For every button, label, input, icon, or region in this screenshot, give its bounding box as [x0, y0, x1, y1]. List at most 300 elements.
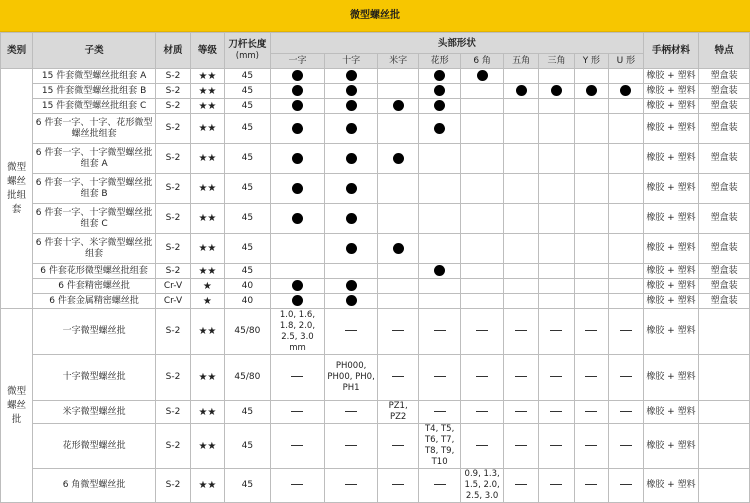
head-shape-cell	[418, 279, 461, 294]
table-row	[1, 114, 750, 144]
material-cell: S-2	[155, 309, 190, 355]
head-type-hex: 6 角	[461, 54, 504, 69]
category-cell: 微型螺丝批组套	[1, 69, 33, 309]
head-shape-cell	[271, 264, 325, 279]
handle-material-cell: 橡胶 + 塑料	[643, 234, 699, 264]
filled-dot-icon	[393, 243, 404, 254]
head-shape-cell	[574, 99, 608, 114]
handle-material-cell: 橡胶 + 塑料	[643, 355, 699, 401]
dash-icon	[434, 411, 446, 412]
head-shape-cell	[271, 174, 325, 204]
grade-stars: ★★	[191, 424, 224, 469]
head-shape-cell	[609, 84, 644, 99]
head-shape-cell	[461, 294, 504, 309]
header-shaft-length-label: 刀杆长度	[228, 39, 267, 50]
dash-icon	[585, 445, 597, 446]
head-shape-cell	[418, 204, 461, 234]
head-shape-cell	[539, 99, 574, 114]
header-category: 类别	[1, 33, 33, 69]
head-shape-cell	[503, 114, 538, 144]
product-name: 一字微型螺丝批	[33, 309, 155, 355]
head-shape-cell	[503, 174, 538, 204]
dash-icon	[620, 445, 632, 446]
head-shape-cell	[324, 355, 378, 401]
head-shape-cell	[378, 355, 418, 401]
filled-dot-icon	[477, 70, 488, 81]
page-title: 微型螺丝批	[0, 0, 750, 32]
filled-dot-icon	[292, 295, 303, 306]
head-shape-cell	[271, 144, 325, 174]
head-shape-cell	[539, 294, 574, 309]
head-shape-cell	[609, 294, 644, 309]
material-cell: S-2	[155, 114, 190, 144]
feature-cell	[699, 309, 750, 355]
table-row	[1, 264, 750, 279]
head-shape-cell	[271, 114, 325, 144]
grade-stars: ★★	[191, 114, 224, 144]
filled-dot-icon	[586, 85, 597, 96]
head-shape-cell	[324, 144, 378, 174]
size-spec: T4, T5, T6, T7, T8, T9, T10	[424, 424, 455, 467]
product-name: 十字微型螺丝批	[33, 355, 155, 401]
head-shape-cell	[609, 234, 644, 264]
dash-icon	[515, 376, 527, 377]
head-shape-cell	[609, 99, 644, 114]
head-shape-cell	[503, 469, 538, 503]
head-shape-cell	[418, 469, 461, 503]
grade-stars: ★★	[191, 84, 224, 99]
head-shape-cell	[271, 234, 325, 264]
head-shape-cell	[503, 279, 538, 294]
feature-cell: 塑盒装	[699, 144, 750, 174]
head-shape-cell	[324, 424, 378, 469]
filled-dot-icon	[393, 100, 404, 111]
head-shape-cell	[418, 234, 461, 264]
head-shape-cell	[539, 204, 574, 234]
filled-dot-icon	[292, 183, 303, 194]
filled-dot-icon	[434, 123, 445, 134]
feature-cell: 塑盒装	[699, 294, 750, 309]
head-shape-cell	[503, 401, 538, 424]
feature-cell: 塑盒装	[699, 114, 750, 144]
head-shape-cell	[609, 114, 644, 144]
table-row	[1, 469, 750, 503]
head-shape-cell	[539, 309, 574, 355]
handle-material-cell: 橡胶 + 塑料	[643, 424, 699, 469]
head-shape-cell	[271, 309, 325, 355]
dash-icon	[550, 376, 562, 377]
product-name: 6 件套一字、十字微型螺丝批组套 C	[33, 204, 155, 234]
filled-dot-icon	[346, 213, 357, 224]
table-row	[1, 355, 750, 401]
head-shape-cell	[574, 114, 608, 144]
shaft-length-cell: 45	[224, 99, 271, 114]
grade-stars: ★★	[191, 174, 224, 204]
header-material: 材质	[155, 33, 190, 69]
filled-dot-icon	[516, 85, 527, 96]
head-shape-cell	[418, 114, 461, 144]
head-type-pozidriv: 米字	[378, 54, 418, 69]
product-name: 15 件套微型螺丝批组套 B	[33, 84, 155, 99]
head-shape-cell	[324, 114, 378, 144]
head-shape-cell	[461, 401, 504, 424]
category-cell: 微型螺丝批	[1, 309, 33, 503]
head-shape-cell	[324, 309, 378, 355]
grade-stars: ★★	[191, 234, 224, 264]
product-name: 6 件套一字、十字、花形微型螺丝批组套	[33, 114, 155, 144]
dash-icon	[345, 445, 357, 446]
material-cell: Cr-V	[155, 279, 190, 294]
shaft-length-cell: 45/80	[224, 309, 271, 355]
filled-dot-icon	[346, 85, 357, 96]
grade-stars: ★★	[191, 309, 224, 355]
head-shape-cell	[503, 309, 538, 355]
head-shape-cell	[378, 424, 418, 469]
material-cell: S-2	[155, 264, 190, 279]
head-shape-cell	[609, 469, 644, 503]
dash-icon	[476, 330, 488, 331]
size-spec: 0.9, 1.3, 1.5, 2.0, 2.5, 3.0	[464, 469, 500, 501]
head-shape-cell	[378, 469, 418, 503]
material-cell: S-2	[155, 174, 190, 204]
table-row	[1, 234, 750, 264]
head-shape-cell	[271, 401, 325, 424]
head-shape-cell	[539, 144, 574, 174]
dash-icon	[515, 330, 527, 331]
dash-icon	[392, 330, 404, 331]
head-type-y: Y 形	[574, 54, 608, 69]
head-shape-cell	[378, 144, 418, 174]
head-shape-cell	[418, 69, 461, 84]
head-shape-cell	[574, 424, 608, 469]
head-shape-cell	[378, 401, 418, 424]
handle-material-cell: 橡胶 + 塑料	[643, 294, 699, 309]
head-shape-cell	[609, 401, 644, 424]
dash-icon	[434, 330, 446, 331]
head-shape-cell	[574, 234, 608, 264]
material-cell: S-2	[155, 69, 190, 84]
grade-stars: ★★	[191, 264, 224, 279]
head-shape-cell	[378, 99, 418, 114]
table-row	[1, 174, 750, 204]
head-shape-cell	[271, 355, 325, 401]
head-shape-cell	[461, 84, 504, 99]
product-name: 6 件套金属精密螺丝批	[33, 294, 155, 309]
table-row	[1, 69, 750, 84]
header-shaft-length	[224, 33, 271, 69]
table-row	[1, 144, 750, 174]
grade-stars: ★	[191, 279, 224, 294]
shaft-length-cell: 45	[224, 114, 271, 144]
grade-stars: ★★	[191, 469, 224, 503]
head-shape-cell	[461, 204, 504, 234]
filled-dot-icon	[434, 85, 445, 96]
handle-material-cell: 橡胶 + 塑料	[643, 309, 699, 355]
product-name: 15 件套微型螺丝批组套 C	[33, 99, 155, 114]
shaft-length-cell: 40	[224, 294, 271, 309]
feature-cell: 塑盒装	[699, 279, 750, 294]
handle-material-cell: 橡胶 + 塑料	[643, 279, 699, 294]
head-shape-cell	[324, 99, 378, 114]
product-name: 6 角微型螺丝批	[33, 469, 155, 503]
filled-dot-icon	[346, 123, 357, 134]
head-shape-cell	[271, 294, 325, 309]
dash-icon	[476, 445, 488, 446]
head-shape-cell	[271, 69, 325, 84]
material-cell: S-2	[155, 424, 190, 469]
head-shape-cell	[609, 264, 644, 279]
head-shape-cell	[324, 401, 378, 424]
head-shape-cell	[574, 401, 608, 424]
material-cell: S-2	[155, 99, 190, 114]
handle-material-cell: 橡胶 + 塑料	[643, 84, 699, 99]
head-shape-cell	[324, 264, 378, 279]
dash-icon	[515, 411, 527, 412]
dash-icon	[392, 445, 404, 446]
shaft-length-cell: 45	[224, 401, 271, 424]
head-shape-cell	[574, 294, 608, 309]
head-shape-cell	[539, 69, 574, 84]
head-shape-cell	[503, 294, 538, 309]
head-shape-cell	[378, 294, 418, 309]
grade-stars: ★★	[191, 355, 224, 401]
head-shape-cell	[539, 401, 574, 424]
head-shape-cell	[503, 84, 538, 99]
shaft-length-cell: 45	[224, 234, 271, 264]
dash-icon	[291, 445, 303, 446]
grade-stars: ★	[191, 294, 224, 309]
head-shape-cell	[461, 279, 504, 294]
handle-material-cell: 橡胶 + 塑料	[643, 69, 699, 84]
head-shape-cell	[271, 469, 325, 503]
head-shape-cell	[609, 69, 644, 84]
shaft-length-cell: 45	[224, 264, 271, 279]
dash-icon	[345, 330, 357, 331]
head-shape-cell	[461, 309, 504, 355]
dash-icon	[476, 411, 488, 412]
head-shape-cell	[539, 264, 574, 279]
material-cell: S-2	[155, 144, 190, 174]
dash-icon	[392, 376, 404, 377]
material-cell: S-2	[155, 204, 190, 234]
head-shape-cell	[503, 234, 538, 264]
head-shape-cell	[324, 294, 378, 309]
table-row	[1, 279, 750, 294]
head-shape-cell	[503, 99, 538, 114]
shaft-length-cell: 45	[224, 144, 271, 174]
head-shape-cell	[461, 264, 504, 279]
header-head-shape: 头部形状	[271, 33, 643, 54]
filled-dot-icon	[292, 280, 303, 291]
head-shape-cell	[609, 309, 644, 355]
head-shape-cell	[574, 469, 608, 503]
filled-dot-icon	[292, 70, 303, 81]
head-shape-cell	[324, 174, 378, 204]
head-shape-cell	[378, 309, 418, 355]
filled-dot-icon	[346, 280, 357, 291]
shaft-length-cell: 45	[224, 469, 271, 503]
shaft-length-cell: 40	[224, 279, 271, 294]
head-shape-cell	[539, 469, 574, 503]
head-shape-cell	[271, 424, 325, 469]
filled-dot-icon	[346, 70, 357, 81]
grade-stars: ★★	[191, 69, 224, 84]
head-shape-cell	[418, 144, 461, 174]
filled-dot-icon	[292, 123, 303, 134]
dash-icon	[345, 411, 357, 412]
head-shape-cell	[461, 99, 504, 114]
head-shape-cell	[324, 204, 378, 234]
shaft-length-cell: 45	[224, 84, 271, 99]
dash-icon	[515, 445, 527, 446]
head-shape-cell	[418, 84, 461, 99]
feature-cell: 塑盒装	[699, 174, 750, 204]
header-shaft-unit: (mm)	[235, 51, 259, 61]
head-shape-cell	[418, 309, 461, 355]
table-row	[1, 401, 750, 424]
filled-dot-icon	[434, 70, 445, 81]
head-shape-cell	[539, 279, 574, 294]
material-cell: S-2	[155, 469, 190, 503]
filled-dot-icon	[620, 85, 631, 96]
head-shape-cell	[418, 99, 461, 114]
handle-material-cell: 橡胶 + 塑料	[643, 204, 699, 234]
handle-material-cell: 橡胶 + 塑料	[643, 114, 699, 144]
dash-icon	[291, 411, 303, 412]
shaft-length-cell: 45	[224, 424, 271, 469]
dash-icon	[550, 330, 562, 331]
head-shape-cell	[378, 204, 418, 234]
filled-dot-icon	[292, 153, 303, 164]
head-shape-cell	[324, 279, 378, 294]
dash-icon	[291, 376, 303, 377]
head-shape-cell	[539, 424, 574, 469]
head-shape-cell	[271, 84, 325, 99]
grade-stars: ★★	[191, 144, 224, 174]
shaft-length-cell: 45	[224, 69, 271, 84]
head-shape-cell	[418, 294, 461, 309]
product-name: 6 件套一字、十字微型螺丝批组套 A	[33, 144, 155, 174]
table-row	[1, 424, 750, 469]
table-row	[1, 84, 750, 99]
head-shape-cell	[461, 355, 504, 401]
head-type-u: U 形	[609, 54, 644, 69]
head-type-torx: 花形	[418, 54, 461, 69]
head-shape-cell	[574, 84, 608, 99]
head-shape-cell	[271, 279, 325, 294]
head-shape-cell	[503, 144, 538, 174]
product-name: 6 件套花形微型螺丝批组套	[33, 264, 155, 279]
head-type-phillips: 十字	[324, 54, 378, 69]
header-feature: 特点	[699, 33, 750, 69]
product-name: 米字微型螺丝批	[33, 401, 155, 424]
head-shape-cell	[609, 424, 644, 469]
head-shape-cell	[418, 401, 461, 424]
filled-dot-icon	[346, 100, 357, 111]
head-shape-cell	[539, 355, 574, 401]
head-shape-cell	[378, 174, 418, 204]
dash-icon	[550, 445, 562, 446]
feature-cell	[699, 424, 750, 469]
size-spec: PZ1, PZ2	[388, 401, 408, 422]
header-handle: 手柄材料	[643, 33, 699, 69]
feature-cell	[699, 469, 750, 503]
head-shape-cell	[324, 469, 378, 503]
size-spec: 1.0, 1.6, 1.8, 2.0, 2.5, 3.0 mm	[279, 309, 316, 353]
head-shape-cell	[324, 69, 378, 84]
filled-dot-icon	[346, 183, 357, 194]
grade-stars: ★★	[191, 401, 224, 424]
head-shape-cell	[418, 264, 461, 279]
table-row	[1, 99, 750, 114]
dash-icon	[585, 376, 597, 377]
table-row	[1, 309, 750, 355]
head-shape-cell	[609, 174, 644, 204]
head-shape-cell	[461, 469, 504, 503]
filled-dot-icon	[292, 100, 303, 111]
head-shape-cell	[574, 355, 608, 401]
dash-icon	[550, 484, 562, 485]
head-shape-cell	[609, 144, 644, 174]
head-shape-cell	[574, 279, 608, 294]
head-shape-cell	[574, 309, 608, 355]
head-shape-cell	[503, 355, 538, 401]
material-cell: S-2	[155, 234, 190, 264]
material-cell: S-2	[155, 401, 190, 424]
head-shape-cell	[609, 355, 644, 401]
head-shape-cell	[271, 99, 325, 114]
head-shape-cell	[324, 234, 378, 264]
head-shape-cell	[574, 264, 608, 279]
head-shape-cell	[574, 69, 608, 84]
shaft-length-cell: 45/80	[224, 355, 271, 401]
head-shape-cell	[461, 114, 504, 144]
head-shape-cell	[503, 69, 538, 84]
head-shape-cell	[574, 174, 608, 204]
handle-material-cell: 橡胶 + 塑料	[643, 99, 699, 114]
head-shape-cell	[539, 174, 574, 204]
head-shape-cell	[609, 279, 644, 294]
head-shape-cell	[503, 424, 538, 469]
head-type-triwing: 三角	[539, 54, 574, 69]
filled-dot-icon	[434, 100, 445, 111]
head-shape-cell	[574, 144, 608, 174]
head-shape-cell	[461, 69, 504, 84]
dash-icon	[550, 411, 562, 412]
dash-icon	[620, 376, 632, 377]
feature-cell: 塑盒装	[699, 84, 750, 99]
feature-cell: 塑盒装	[699, 204, 750, 234]
dash-icon	[291, 484, 303, 485]
dash-icon	[620, 330, 632, 331]
dash-icon	[515, 484, 527, 485]
head-shape-cell	[461, 144, 504, 174]
header-row	[1, 33, 750, 54]
head-shape-cell	[378, 69, 418, 84]
dash-icon	[345, 484, 357, 485]
head-shape-cell	[378, 84, 418, 99]
dash-icon	[585, 411, 597, 412]
material-cell: S-2	[155, 84, 190, 99]
product-name: 6 件套精密螺丝批	[33, 279, 155, 294]
filled-dot-icon	[393, 153, 404, 164]
size-spec: PH000, PH00, PH0, PH1	[327, 361, 375, 393]
head-shape-cell	[418, 355, 461, 401]
dash-icon	[585, 484, 597, 485]
dash-icon	[620, 411, 632, 412]
head-shape-cell	[324, 84, 378, 99]
dash-icon	[434, 376, 446, 377]
